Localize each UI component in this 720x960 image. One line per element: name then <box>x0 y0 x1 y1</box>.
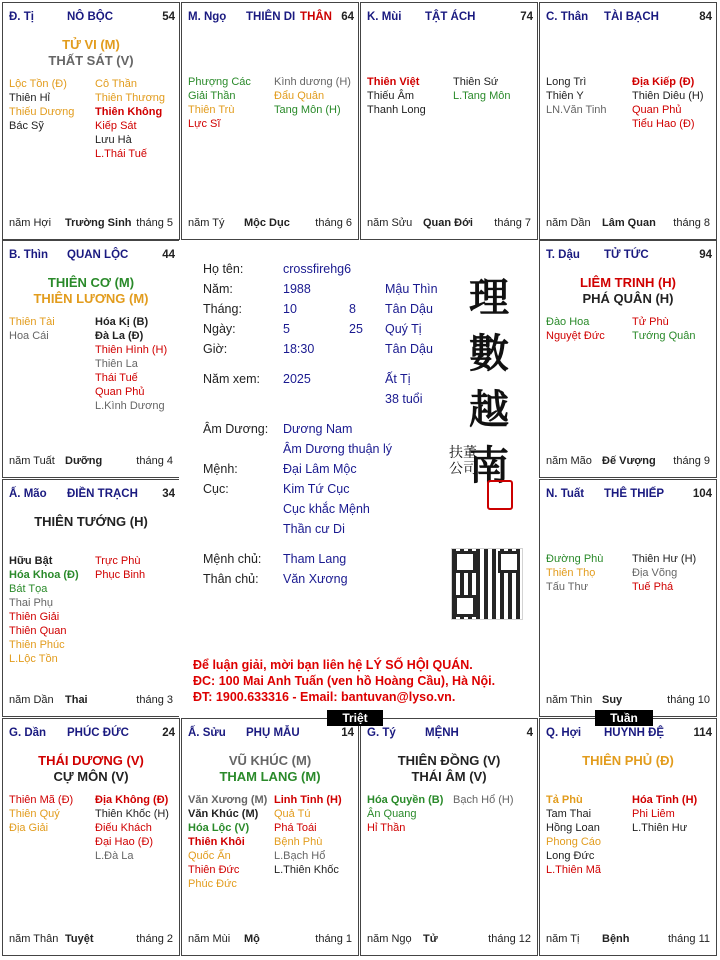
palace-stage: Trường Sinh <box>65 217 132 229</box>
than-position: Thần cư Di <box>283 522 345 536</box>
left-minor-stars <box>9 793 73 835</box>
palace-month: tháng 7 <box>494 217 531 229</box>
minor-star: Thiên Đức <box>188 864 240 876</box>
palace-year: năm Thân <box>9 933 59 945</box>
minor-star: Thiên Thương <box>95 92 166 104</box>
right-minor-stars <box>95 554 145 582</box>
palace-dan <box>2 718 180 956</box>
palace-month: tháng 8 <box>673 217 710 229</box>
minor-star: Tuế Phá <box>632 581 674 593</box>
view-year-canchi: Ất Tị <box>385 372 411 386</box>
than-chu-value: Văn Xương <box>283 572 348 586</box>
menh-chu-label: Mệnh chủ: <box>203 552 262 566</box>
palace-name: THIÊN DI <box>246 11 296 23</box>
palace-number: 34 <box>162 488 175 500</box>
palace-header <box>546 488 712 504</box>
palace-name: TỬ TỨC <box>604 249 649 261</box>
minor-star: Thiên Khôi <box>188 836 245 848</box>
amduong-label: Âm Dương: <box>203 422 269 436</box>
palace-footer <box>546 455 710 469</box>
minor-star: Thiên Việt <box>367 76 420 88</box>
palace-branch: M. Ngọ <box>188 11 227 23</box>
palace-stage: Thai <box>65 694 88 706</box>
palace-number: 54 <box>162 11 175 23</box>
right-minor-stars <box>95 315 167 413</box>
minor-star: L.Thiên Mã <box>546 864 602 876</box>
palace-year: năm Dần <box>546 217 591 229</box>
minor-star: Thiên Trù <box>188 104 235 116</box>
main-star: THIÊN ĐỒNG (V) <box>397 753 501 768</box>
minor-star: L.Thiên Khốc <box>274 864 339 876</box>
main-stars <box>361 753 537 785</box>
minor-star: Thiên Diêu (H) <box>632 90 704 102</box>
right-minor-stars <box>95 77 165 161</box>
day-label: Ngày: <box>203 322 236 336</box>
palace-ti <box>2 2 180 240</box>
year-label: Năm: <box>203 282 233 296</box>
palace-footer <box>188 933 352 947</box>
minor-star: Hóa Tinh (H) <box>632 794 698 806</box>
palace-header <box>546 727 712 743</box>
palace-than <box>539 2 717 240</box>
palace-name: PHÚC ĐỨC <box>67 727 129 739</box>
palace-footer <box>188 217 352 231</box>
day-lunar: 25 <box>349 322 363 336</box>
palace-name: NÔ BỘC <box>67 11 113 23</box>
palace-mui <box>360 2 538 240</box>
palace-footer <box>546 217 710 231</box>
red-seal <box>487 480 513 510</box>
minor-star: L.Tang Môn <box>453 90 511 102</box>
palace-year: năm Hợi <box>9 217 52 229</box>
palace-number: 74 <box>520 11 533 23</box>
minor-star: Hoa Cái <box>9 330 49 342</box>
tuan-marker: Tuần <box>595 710 653 726</box>
main-star: THIÊN LƯƠNG (M) <box>33 291 149 306</box>
minor-star: Hóa Quyền (B) <box>367 794 444 806</box>
palace-year: năm Thìn <box>546 694 593 706</box>
minor-star: Đào Hoa <box>546 316 590 328</box>
minor-star: Phúc Đức <box>188 878 237 890</box>
minor-star: Thiên Không <box>95 106 163 118</box>
left-minor-stars <box>9 315 55 343</box>
menh-label: Mệnh: <box>203 462 238 476</box>
day-canchi: Quý Tị <box>385 322 422 336</box>
palace-name: TẬT ÁCH <box>425 11 476 23</box>
minor-star: L.Thái Tuế <box>95 148 147 160</box>
name-label: Họ tên: <box>203 262 244 276</box>
palace-branch: Q. Hợi <box>546 727 582 739</box>
palace-ngo <box>181 2 359 240</box>
minor-star: L.Đà La <box>95 850 134 862</box>
minor-star: Hóa Lộc (V) <box>188 822 250 834</box>
qr-code <box>451 548 523 620</box>
palace-footer <box>9 933 173 947</box>
minor-star: Thiên Sứ <box>453 76 499 88</box>
palace-stage: Bệnh <box>602 933 630 945</box>
cuc-value: Kim Tứ Cục <box>283 482 350 496</box>
minor-star: Thiên Giải <box>9 611 60 623</box>
minor-star: Giải Thần <box>188 90 236 102</box>
main-star: THIÊN CƠ (M) <box>47 275 135 290</box>
minor-star: Văn Xương (M) <box>188 794 268 806</box>
palace-number: 14 <box>341 727 354 739</box>
palace-name: MỆNH <box>425 727 459 739</box>
main-stars <box>3 514 179 530</box>
palace-footer <box>367 217 531 231</box>
palace-month: tháng 9 <box>673 455 710 467</box>
palace-tuat <box>539 479 717 717</box>
main-star: THIÊN TƯỚNG (H) <box>34 514 148 529</box>
minor-star: Tấu Thư <box>546 581 589 593</box>
minor-star: Thiên Y <box>546 90 584 102</box>
minor-star: Thiếu Âm <box>367 90 415 102</box>
palace-header <box>367 11 533 27</box>
minor-star: Tử Phù <box>632 316 669 328</box>
palace-year: năm Mùi <box>188 933 231 945</box>
right-minor-stars <box>453 793 514 807</box>
minor-star: Kiếp Sát <box>95 120 137 132</box>
right-minor-stars <box>632 75 704 131</box>
palace-stage: Tử <box>423 933 438 945</box>
palace-month: tháng 2 <box>136 933 173 945</box>
main-stars <box>3 275 179 307</box>
palace-name: QUAN LỘC <box>67 249 129 261</box>
minor-star: Thiên Thọ <box>546 567 596 579</box>
palace-year: năm Tị <box>546 933 580 945</box>
age-value: 38 tuổi <box>385 392 423 406</box>
minor-star: Thiên Quan <box>9 625 67 637</box>
palace-footer <box>546 694 710 708</box>
minor-star: Thái Tuế <box>95 372 138 384</box>
menh-chu-value: Tham Lang <box>283 552 347 566</box>
palace-header <box>188 11 354 27</box>
minor-star: Thiên Hình (H) <box>95 344 168 356</box>
palace-footer <box>9 217 173 231</box>
right-minor-stars <box>632 793 697 835</box>
palace-year: năm Tuất <box>9 455 55 467</box>
palace-number: 64 <box>341 11 354 23</box>
minor-star: Văn Khúc (M) <box>188 808 259 820</box>
palace-month: tháng 4 <box>136 455 173 467</box>
minor-star: Hữu Bật <box>9 555 53 567</box>
palace-header <box>9 11 175 27</box>
palace-branch: Ấ. Sửu <box>188 727 226 739</box>
palace-year: năm Dần <box>9 694 54 706</box>
main-star: LIÊM TRINH (H) <box>579 275 677 290</box>
minor-star: L.Lộc Tồn <box>9 653 58 665</box>
amduong-relation: Âm Dương thuận lý <box>283 442 392 456</box>
minor-star: Quốc Ấn <box>188 850 231 862</box>
amduong-value: Dương Nam <box>283 422 353 436</box>
main-star: THÁI DƯƠNG (V) <box>38 753 144 768</box>
contact-line-3: ĐT: 1900.633316 - Email: bantuvan@lyso.vn. <box>193 690 456 704</box>
contact-line-2: ĐC: 100 Mai Anh Tuấn (ven hồ Hoàng Cầu), Hà Nội. <box>193 674 496 688</box>
minor-star: Địa Không (Đ) <box>95 794 169 806</box>
minor-star: Tiểu Hao (Đ) <box>632 118 695 130</box>
palace-stage: Suy <box>602 694 623 706</box>
minor-star: Địa Kiếp (Đ) <box>632 76 695 88</box>
palace-branch: T. Dậu <box>546 249 580 261</box>
palace-hoi <box>539 718 717 956</box>
minor-star: Thiên Khốc (H) <box>95 808 169 820</box>
month-lunar: 8 <box>349 302 356 316</box>
minor-star: Thiên Tài <box>9 316 55 328</box>
palace-header <box>367 727 533 743</box>
palace-month: tháng 5 <box>136 217 173 229</box>
palace-number: 44 <box>162 249 175 261</box>
seal-small-text: 扶董公司 <box>449 445 477 477</box>
minor-star: Thiên Quý <box>9 808 60 820</box>
palace-stage: Lâm Quan <box>602 217 656 229</box>
palace-number: 84 <box>699 11 712 23</box>
palace-year: năm Tý <box>188 217 225 229</box>
palace-branch: N. Tuất <box>546 488 585 500</box>
right-minor-stars <box>453 75 510 103</box>
minor-star: Địa Giải <box>9 822 49 834</box>
main-stars <box>540 753 716 769</box>
minor-star: Nguyệt Đức <box>546 330 605 342</box>
minor-star: L.Thiên Hư <box>632 822 688 834</box>
minor-star: Hóa Kị (B) <box>95 316 149 328</box>
minor-star: Quả Tú <box>274 808 311 820</box>
palace-stage: Đế Vượng <box>602 455 656 467</box>
minor-star: Long Trì <box>546 76 587 88</box>
minor-star: Phượng Các <box>188 76 251 88</box>
view-year-value: 2025 <box>283 372 311 386</box>
palace-stage: Mộc Dục <box>244 217 290 229</box>
month-label: Tháng: <box>203 302 242 316</box>
palace-month: tháng 6 <box>315 217 352 229</box>
calligraphy-title: 理數越南 <box>469 274 509 489</box>
minor-star: Thiên Hư (H) <box>632 553 697 565</box>
main-stars <box>182 753 358 785</box>
hour-label: Giờ: <box>203 342 228 356</box>
minor-star: Tam Thai <box>546 808 592 820</box>
palace-footer <box>9 455 173 469</box>
palace-stage: Quan Đới <box>423 217 473 229</box>
palace-branch: Đ. Tị <box>9 11 34 23</box>
minor-star: Quan Phủ <box>95 386 145 398</box>
minor-star: Bác Sỹ <box>9 120 44 132</box>
minor-star: Thanh Long <box>367 104 426 116</box>
palace-header <box>188 727 354 743</box>
minor-star: Hóa Khoa (Đ) <box>9 569 79 581</box>
minor-star: Phi Liêm <box>632 808 675 820</box>
left-minor-stars <box>188 75 251 131</box>
minor-star: Thiên Hỉ <box>9 92 50 104</box>
palace-branch: G. Tý <box>367 727 396 739</box>
minor-star: Bạch Hổ (H) <box>453 794 514 806</box>
palace-footer <box>9 694 173 708</box>
minor-star: Lưu Hà <box>95 134 132 146</box>
palace-month: tháng 1 <box>315 933 352 945</box>
minor-star: Hồng Loan <box>546 822 600 834</box>
hour-canchi: Tân Dậu <box>385 342 433 356</box>
minor-star: Phục Binh <box>95 569 146 581</box>
palace-name: HUYNH ĐỆ <box>604 727 665 739</box>
main-star: CỰ MÔN (V) <box>53 769 129 784</box>
minor-star: Tang Môn (H) <box>274 104 341 116</box>
left-minor-stars <box>9 554 79 666</box>
menh-value: Đại Lâm Mộc <box>283 462 357 476</box>
minor-star: Linh Tinh (H) <box>274 794 342 806</box>
cuc-relation: Cục khắc Mệnh <box>283 502 370 516</box>
left-minor-stars <box>546 75 607 117</box>
right-minor-stars <box>632 552 696 594</box>
minor-star: Thiên Mã (Đ) <box>9 794 74 806</box>
main-stars <box>540 275 716 307</box>
month-solar: 10 <box>283 302 297 316</box>
palace-mao <box>2 479 180 717</box>
palace-number: 104 <box>692 488 712 500</box>
main-stars <box>3 753 179 785</box>
minor-star: Tả Phù <box>546 794 583 806</box>
minor-star: L.Kình Dương <box>95 400 165 412</box>
month-canchi: Tân Dậu <box>385 302 433 316</box>
minor-star: Lộc Tồn (Đ) <box>9 78 67 90</box>
palace-month: tháng 10 <box>667 694 710 706</box>
palace-month: tháng 3 <box>136 694 173 706</box>
left-minor-stars <box>546 793 601 877</box>
left-minor-stars <box>188 793 267 891</box>
palace-year: năm Mão <box>546 455 592 467</box>
hour-value: 18:30 <box>283 342 315 356</box>
minor-star: Phong Cáo <box>546 836 602 848</box>
year-value: 1988 <box>283 282 311 296</box>
minor-star: Thiên La <box>95 358 138 370</box>
palace-dau <box>539 240 717 478</box>
minor-star: Quan Phủ <box>632 104 682 116</box>
palace-footer <box>367 933 531 947</box>
palace-year: năm Sửu <box>367 217 413 229</box>
palace-branch: C. Thân <box>546 11 589 23</box>
main-stars <box>3 37 179 69</box>
main-star: THIÊN PHỦ (Đ) <box>582 753 674 768</box>
minor-star: Điếu Khách <box>95 822 152 834</box>
minor-star: Tướng Quân <box>632 330 696 342</box>
minor-star: Hỉ Thần <box>367 822 406 834</box>
minor-star: Địa Võng <box>632 567 678 579</box>
palace-name: PHỤ MẪU <box>246 727 300 739</box>
minor-star: Cô Thần <box>95 78 137 90</box>
minor-star: Long Đức <box>546 850 595 862</box>
minor-star: Bát Tọa <box>9 583 48 595</box>
palace-name: ĐIỀN TRẠCH <box>67 488 138 500</box>
palace-name: TÀI BẠCH <box>604 11 659 23</box>
main-star: THAM LANG (M) <box>219 769 321 784</box>
palace-header <box>9 727 175 743</box>
palace-month: tháng 11 <box>667 933 710 945</box>
palace-branch: K. Mùi <box>367 11 402 23</box>
cuc-label: Cục: <box>203 482 229 496</box>
minor-star: Đẩu Quân <box>274 90 325 102</box>
left-minor-stars <box>367 75 426 117</box>
minor-star: Trực Phù <box>95 555 141 567</box>
minor-star: Bệnh Phù <box>274 836 323 848</box>
palace-stage: Mộ <box>244 933 260 945</box>
palace-thin <box>2 240 180 478</box>
main-star: VŨ KHÚC (M) <box>228 753 312 768</box>
minor-star: Đà La (Đ) <box>95 330 144 342</box>
palace-number: 94 <box>699 249 712 261</box>
minor-star: Thiên Phúc <box>9 639 65 651</box>
palace-number: 4 <box>526 727 533 739</box>
main-star: THẤT SÁT (V) <box>48 53 134 68</box>
palace-branch: G. Dần <box>9 727 47 739</box>
minor-star: Phá Toái <box>274 822 317 834</box>
contact-line-1: Để luận giải, mời bạn liên hệ LÝ SỐ HỘI QUÁN. <box>193 658 473 672</box>
palace-header <box>546 11 712 27</box>
left-minor-stars <box>9 77 74 133</box>
triet-marker: Triệt <box>327 710 383 726</box>
palace-footer <box>546 933 710 947</box>
than-chu-label: Thân chủ: <box>203 572 259 586</box>
minor-star: Ân Quang <box>367 808 417 820</box>
main-star: PHÁ QUÂN (H) <box>582 291 674 306</box>
palace-branch: B. Thìn <box>9 249 48 261</box>
minor-star: Thai Phụ <box>9 597 54 609</box>
right-minor-stars <box>274 75 351 117</box>
palace-name: THÊ THIẾP <box>604 488 665 500</box>
minor-star: Đường Phù <box>546 553 604 565</box>
palace-header <box>546 249 712 265</box>
minor-star: Lực Sĩ <box>188 118 221 130</box>
palace-number: 24 <box>162 727 175 739</box>
minor-star: LN.Văn Tinh <box>546 104 607 116</box>
left-minor-stars <box>367 793 443 835</box>
palace-header <box>9 249 175 265</box>
main-star: TỬ VI (M) <box>62 37 120 52</box>
right-minor-stars <box>274 793 342 877</box>
palace-tag: THÂN <box>300 11 332 23</box>
palace-header <box>9 488 175 504</box>
minor-star: L.Bạch Hổ <box>274 850 326 862</box>
chart-center <box>179 240 539 718</box>
palace-ty <box>360 718 538 956</box>
palace-month: tháng 12 <box>488 933 531 945</box>
palace-suu <box>181 718 359 956</box>
day-solar: 5 <box>283 322 290 336</box>
right-minor-stars <box>632 315 696 343</box>
palace-stage: Dưỡng <box>65 455 103 467</box>
minor-star: Kình dương (H) <box>274 76 351 88</box>
palace-number: 114 <box>693 727 712 739</box>
main-star: THÁI ÂM (V) <box>411 769 487 784</box>
palace-stage: Tuyệt <box>65 933 94 945</box>
minor-star: Đại Hao (Đ) <box>95 836 154 848</box>
left-minor-stars <box>546 315 605 343</box>
right-minor-stars <box>95 793 169 863</box>
view-year-label: Năm xem: <box>203 372 260 386</box>
year-canchi: Mậu Thìn <box>385 282 438 296</box>
name-value: crossfirehg6 <box>283 262 352 276</box>
palace-year: năm Ngọ <box>367 933 412 945</box>
palace-branch: Ấ. Mão <box>9 488 47 500</box>
minor-star: Thiếu Dương <box>9 106 75 118</box>
left-minor-stars <box>546 552 603 594</box>
